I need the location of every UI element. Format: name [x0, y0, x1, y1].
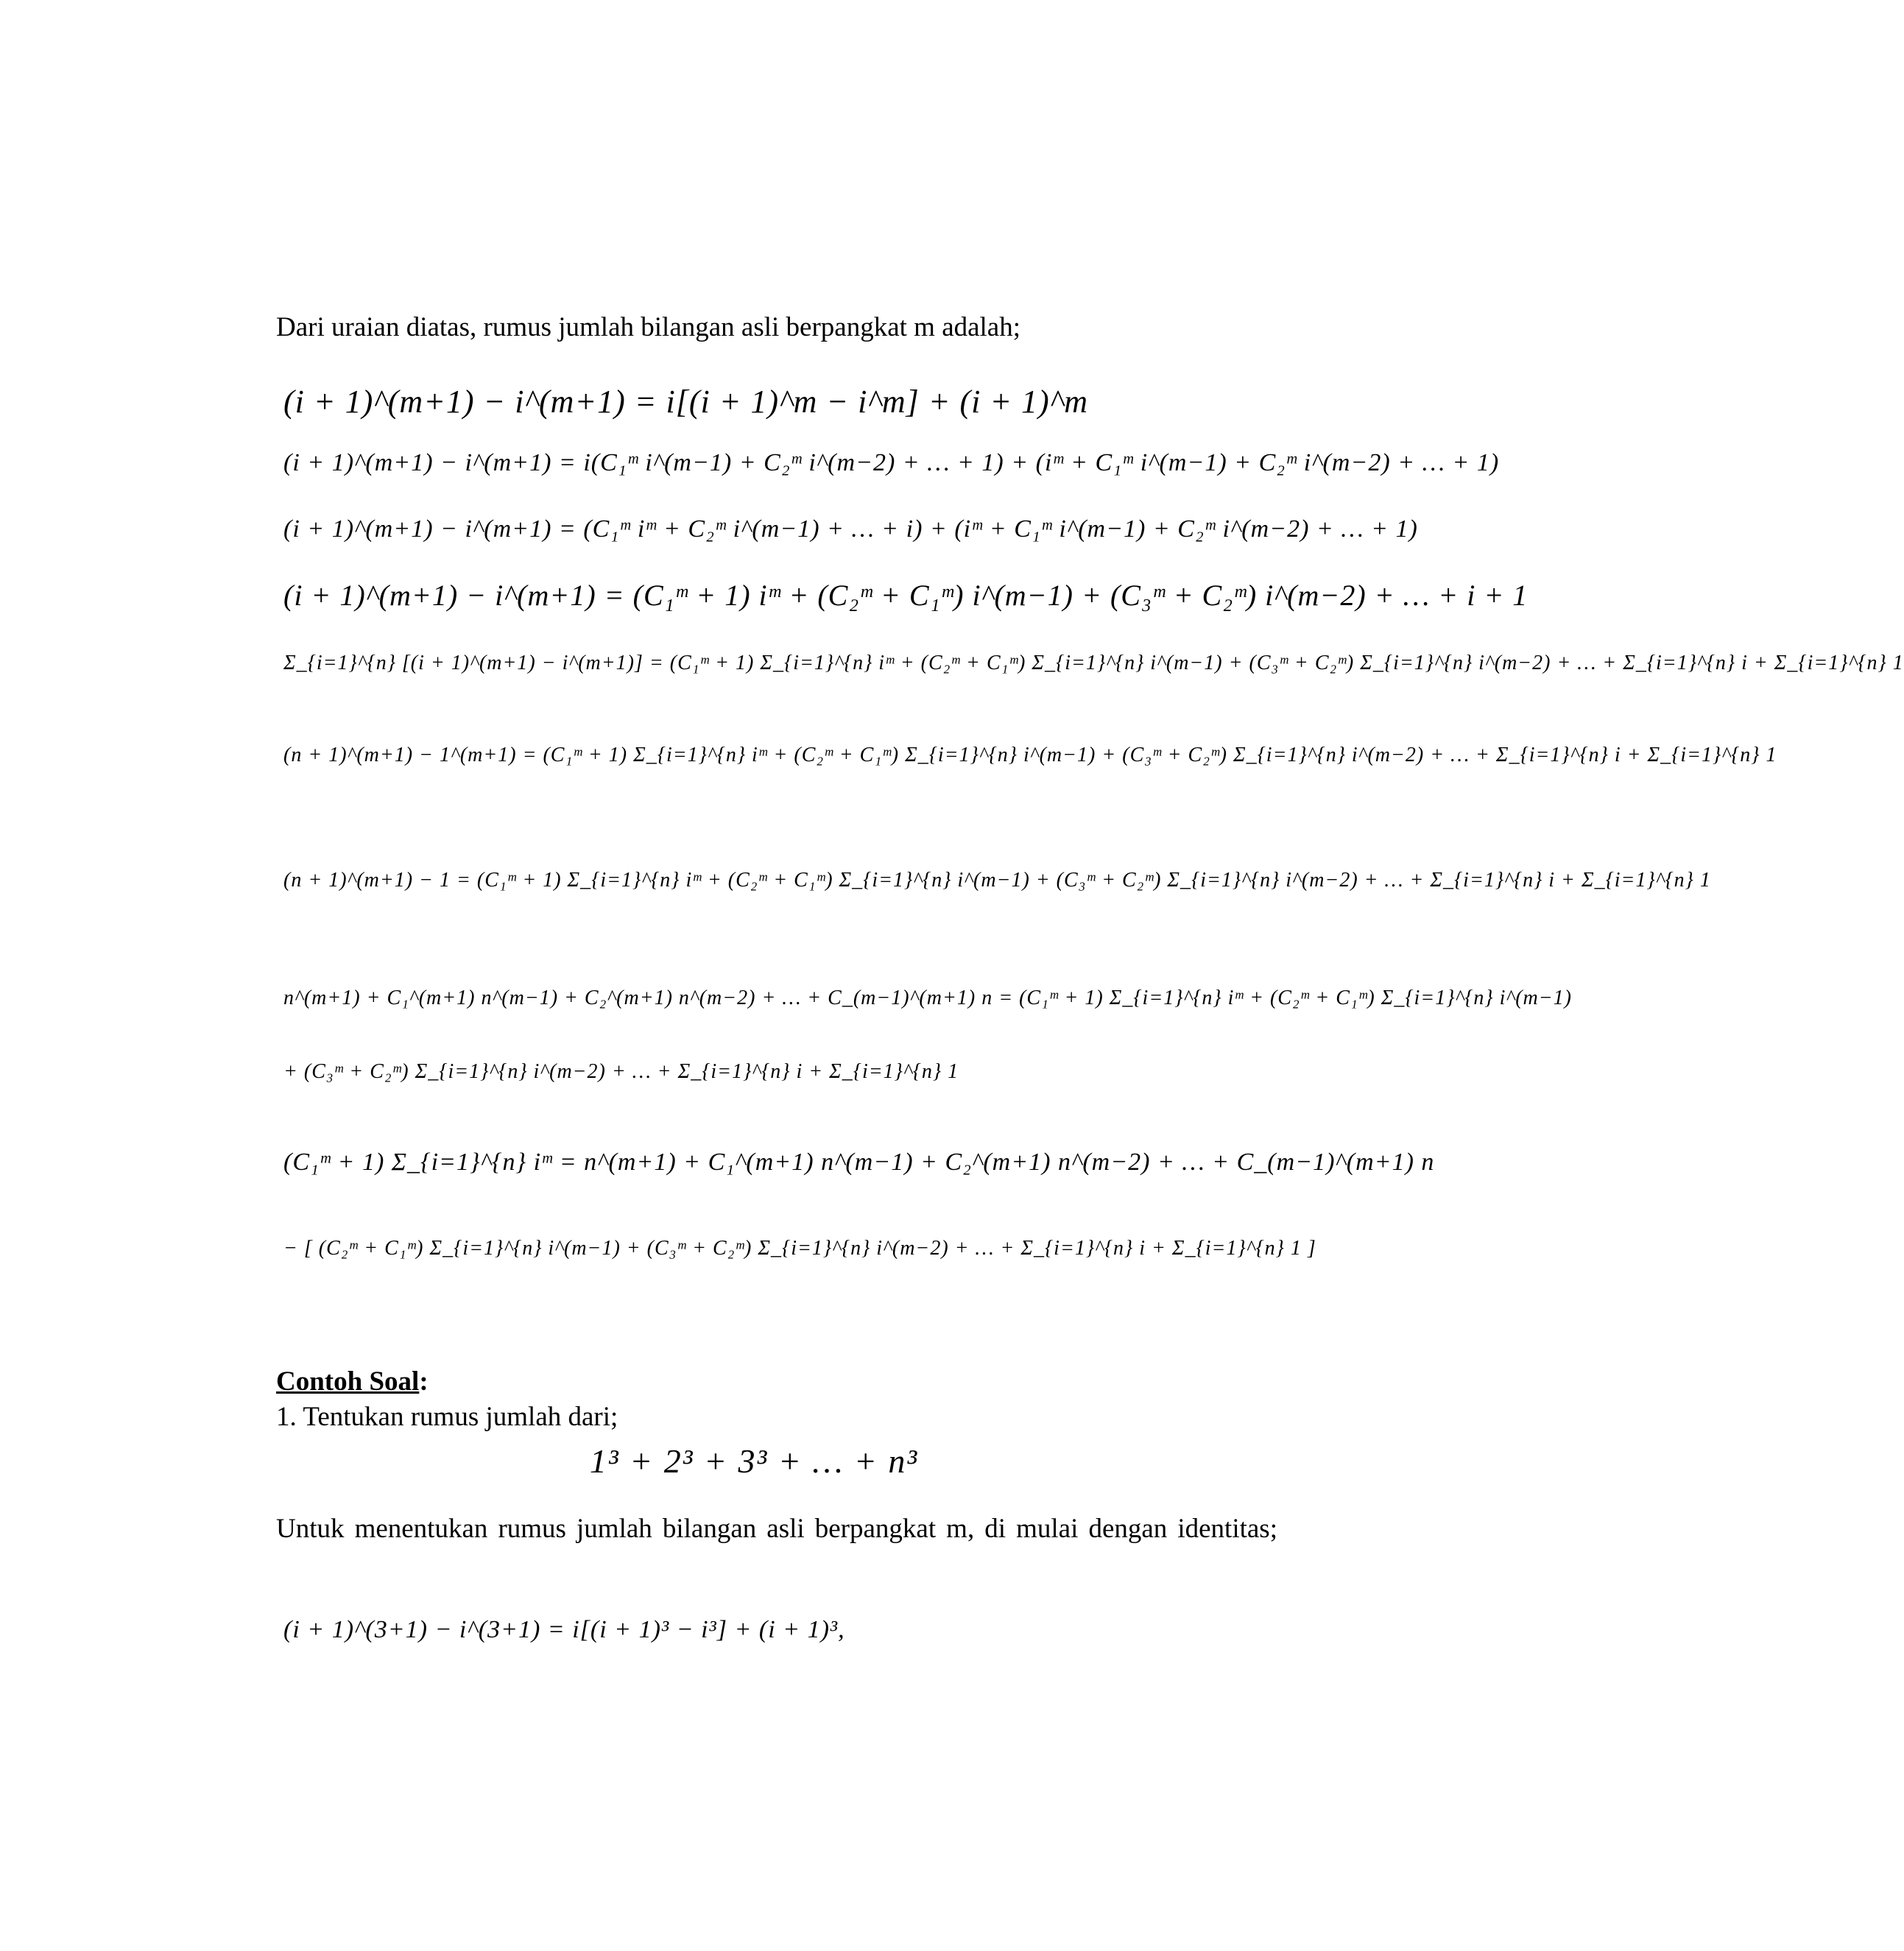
problem-expression: 1³ + 2³ + 3³ + … + n³: [589, 1442, 919, 1480]
contoh-soal-heading-colon: :: [419, 1366, 429, 1397]
intro-paragraph: Dari uraian diatas, rumus jumlah bilangan asli berpangkat m adalah;: [276, 312, 1021, 342]
explanation-paragraph: Untuk menentukan rumus jumlah bilangan asli berpangkat m, di mulai dengan identitas;: [276, 1514, 1277, 1544]
equation-8-expansion: n^(m+1) + C₁^(m+1) n^(m−1) + C₂^(m+1) n^(m−2) + … + C_(m−1)^(m+1) n = (C₁ᵐ + 1) Σ_{i=1}^{n} iᵐ + (C₂ᵐ + C₁ᵐ) Σ_{i=1}^{n} i^(m−1): [283, 987, 1572, 1009]
contoh-soal-heading-text: Contoh Soal: [276, 1366, 420, 1397]
equation-8-continuation: + (C₃ᵐ + C₂ᵐ) Σ_{i=1}^{n} i^(m−2) + … + Σ_{i=1}^{n} i + Σ_{i=1}^{n} 1: [283, 1060, 959, 1083]
equation-9-result: (C₁ᵐ + 1) Σ_{i=1}^{n} iᵐ = n^(m+1) + C₁^(m+1) n^(m−1) + C₂^(m+1) n^(m−2) + … + C_(m−1)^(m+1) n: [283, 1149, 1435, 1176]
equation-4: (i + 1)^(m+1) − i^(m+1) = (C₁ᵐ + 1) iᵐ + (C₂ᵐ + C₁ᵐ) i^(m−1) + (C₃ᵐ + C₂ᵐ) i^(m−2) + … + i + 1: [283, 579, 1529, 612]
equation-3: (i + 1)^(m+1) − i^(m+1) = (C₁ᵐ iᵐ + C₂ᵐ i^(m−1) + … + i) + (iᵐ + C₁ᵐ i^(m−1) + C₂ᵐ i^(m−2) + … + 1): [283, 515, 1418, 543]
equation-5-summation: Σ_{i=1}^{n} [(i + 1)^(m+1) − i^(m+1)] = (C₁ᵐ + 1) Σ_{i=1}^{n} iᵐ + (C₂ᵐ + C₁ᵐ) Σ_{i=1}^{n} i^(m−1) + (C₃ᵐ + C₂ᵐ) Σ_{i=1}^{n} i^(m−2) + … + Σ_{i=1}^{n} i + Σ_{i=1}^{n} 1: [283, 652, 1904, 674]
equation-6-summation: (n + 1)^(m+1) − 1^(m+1) = (C₁ᵐ + 1) Σ_{i=1}^{n} iᵐ + (C₂ᵐ + C₁ᵐ) Σ_{i=1}^{n} i^(m−1) + (C₃ᵐ + C₂ᵐ) Σ_{i=1}^{n} i^(m−2) + … + Σ_{i=1}^{n} i + Σ_{i=1}^{n} 1: [283, 744, 1777, 766]
contoh-soal-heading: [276, 1366, 429, 1397]
identity-equation: (i + 1)^(3+1) − i^(3+1) = i[(i + 1)³ − i³] + (i + 1)³,: [283, 1616, 845, 1643]
equation-9-bracket: − [ (C₂ᵐ + C₁ᵐ) Σ_{i=1}^{n} i^(m−1) + (C₃ᵐ + C₂ᵐ) Σ_{i=1}^{n} i^(m−2) + … + Σ_{i=1}^{n} i + Σ_{i=1}^{n} 1 ]: [283, 1237, 1316, 1260]
equation-1: (i + 1)^(m+1) − i^(m+1) = i[(i + 1)^m − i^m] + (i + 1)^m: [283, 384, 1089, 420]
equation-2: (i + 1)^(m+1) − i^(m+1) = i(C₁ᵐ i^(m−1) + C₂ᵐ i^(m−2) + … + 1) + (iᵐ + C₁ᵐ i^(m−1) + C₂ᵐ i^(m−2) + … + 1): [283, 449, 1500, 476]
problem-statement: 1. Tentukan rumus jumlah dari;: [276, 1402, 618, 1432]
equation-7-summation: (n + 1)^(m+1) − 1 = (C₁ᵐ + 1) Σ_{i=1}^{n} iᵐ + (C₂ᵐ + C₁ᵐ) Σ_{i=1}^{n} i^(m−1) + (C₃ᵐ + C₂ᵐ) Σ_{i=1}^{n} i^(m−2) + … + Σ_{i=1}^{n} i + Σ_{i=1}^{n} 1: [283, 869, 1711, 892]
